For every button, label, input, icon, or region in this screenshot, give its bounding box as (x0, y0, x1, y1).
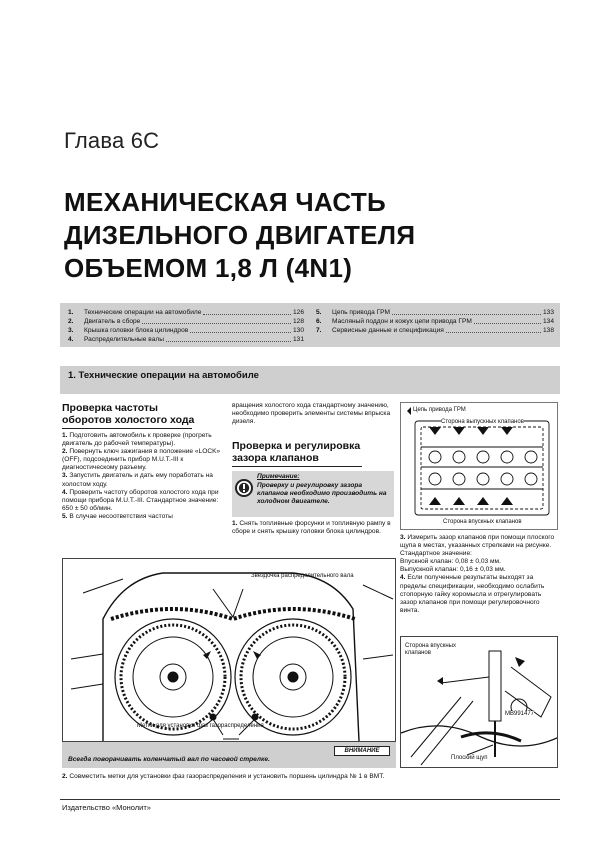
step-item: 2. Совместить метки для установки фаз газораспределения и установить поршень цилиндра № 1 в ВМТ. (62, 773, 385, 780)
title-line-3: ОБЪЕМОМ 1,8 Л (4N1) (64, 253, 353, 283)
idle-check-steps (62, 432, 222, 521)
toc-item[interactable]: 7. Сервисные данные и спецификация 138 (316, 327, 554, 334)
spec-line: Выпускной клапан: 0,16 ± 0,03 мм. (400, 566, 506, 574)
step-item: 5. В случае несоответствия частоты (62, 512, 173, 520)
chapter-label: Глава 6С (64, 128, 160, 153)
figure-label-tool-code: MB991477 (505, 711, 535, 717)
note-box (232, 471, 394, 517)
feeler-gauge-figure (400, 636, 558, 768)
title-line-1: МЕХАНИЧЕСКАЯ ЧАСТЬ (64, 187, 387, 217)
step-item: 4. Если полученные результаты выходят за пределы спецификации, необходимо ослабить стопорную гайку коромысла и отрегулировать зазор клапанов при помощи регулировочного винта. (400, 574, 545, 614)
figure-label-sprocket: Звездочка распределительного вала (251, 573, 354, 579)
step-item: 1. Подготовить автомобиль к проверке (прогреть двигатель до рабочей температуры). (62, 432, 212, 448)
figure-label-intake-side: Сторона впускных клапанов (405, 643, 456, 656)
chapter-title (64, 186, 544, 285)
toc-item[interactable]: 4. Распределительные валы 131 (68, 336, 304, 343)
step-item: 2. Повернуть ключ зажигания в положение «LOCK» (OFF), подсоединить прибор M.U.T.-III к диагностическому разъему. (62, 448, 221, 472)
publisher-name: Издательство «Монолит» (62, 803, 151, 812)
step-item: 3. Измерить зазор клапанов при помощи плоского щупа в местах, указанных стрелками на рисунке. (400, 534, 555, 550)
figure-label-chain: Цепь привода ГРМ (413, 407, 466, 413)
attention-icon (235, 479, 253, 497)
title-line-2: ДИЗЕЛЬНОГО ДВИГАТЕЛЯ (64, 220, 416, 250)
figure-label-feeler-gauge: Плоский щуп (451, 755, 488, 761)
note-text: Проверку и регулировку зазора клапанов необходимо производить на холодном двигателе. (257, 482, 387, 506)
toc-item[interactable]: 1. Технические операции на автомобиле 126 (68, 309, 304, 316)
toc-item[interactable]: 6. Масляный поддон и кожух цепи привода ГРМ 134 (316, 318, 554, 325)
spec-line: Впускной клапан: 0,08 ± 0,03 мм. (400, 558, 501, 566)
toc-item[interactable]: 5. Цепь привода ГРМ 133 (316, 309, 554, 316)
step-item: 3. Запустить двигатель и дать ему поработать на холостом ходу. (62, 472, 213, 488)
figure-label-intake-side: Сторона впускных клапанов (443, 519, 522, 525)
toc-column-left (68, 308, 304, 344)
idle-check-continuation: вращения холостого хода стандартному значению, необходимо проверить элементы системы впрыска дизеля. (232, 402, 391, 426)
footer-divider (60, 799, 560, 800)
table-of-contents (60, 303, 560, 347)
warning-box (62, 742, 396, 768)
toc-column-right (316, 308, 554, 335)
figure-label-timing-marks: Метки для установки фаз газораспределения (137, 723, 264, 729)
toc-item[interactable]: 3. Крышка головки блока цилиндров 130 (68, 327, 304, 334)
note-label: Примечание: (257, 473, 300, 480)
warning-text: Всегда поворачивать коленчатый вал по часовой стрелке. (68, 756, 270, 763)
valve-clearance-heading: Проверка и регулировка зазора клапанов (232, 440, 362, 467)
step-item: 1. Снять топливные форсунки и топливную рампу в сборе и снять крышку головки блока цилиндров. (232, 520, 391, 536)
valve-clearance-steps (400, 534, 560, 615)
toc-item[interactable]: 2. Двигатель в сборе 128 (68, 318, 304, 325)
idle-check-heading: Проверка частоты оборотов холостого хода (62, 402, 194, 429)
section-title: 1. Технические операции на автомобиле (68, 370, 259, 381)
figure-label-exhaust-side: Сторона выпускных клапанов (441, 419, 524, 425)
warning-badge: ВНИМАНИЕ (334, 746, 390, 756)
step-item: 4. Проверить частоту оборотов холостого хода при помощи прибора M.U.T.-III. Стандартное значение: 650 ± 50 об/мин. (62, 488, 219, 512)
section-header (60, 366, 560, 394)
timing-marks-figure (62, 558, 396, 742)
spec-line: Стандартное значение: (400, 550, 472, 558)
camshaft-sprockets-illustration (63, 559, 396, 742)
valve-layout-figure (400, 402, 558, 530)
